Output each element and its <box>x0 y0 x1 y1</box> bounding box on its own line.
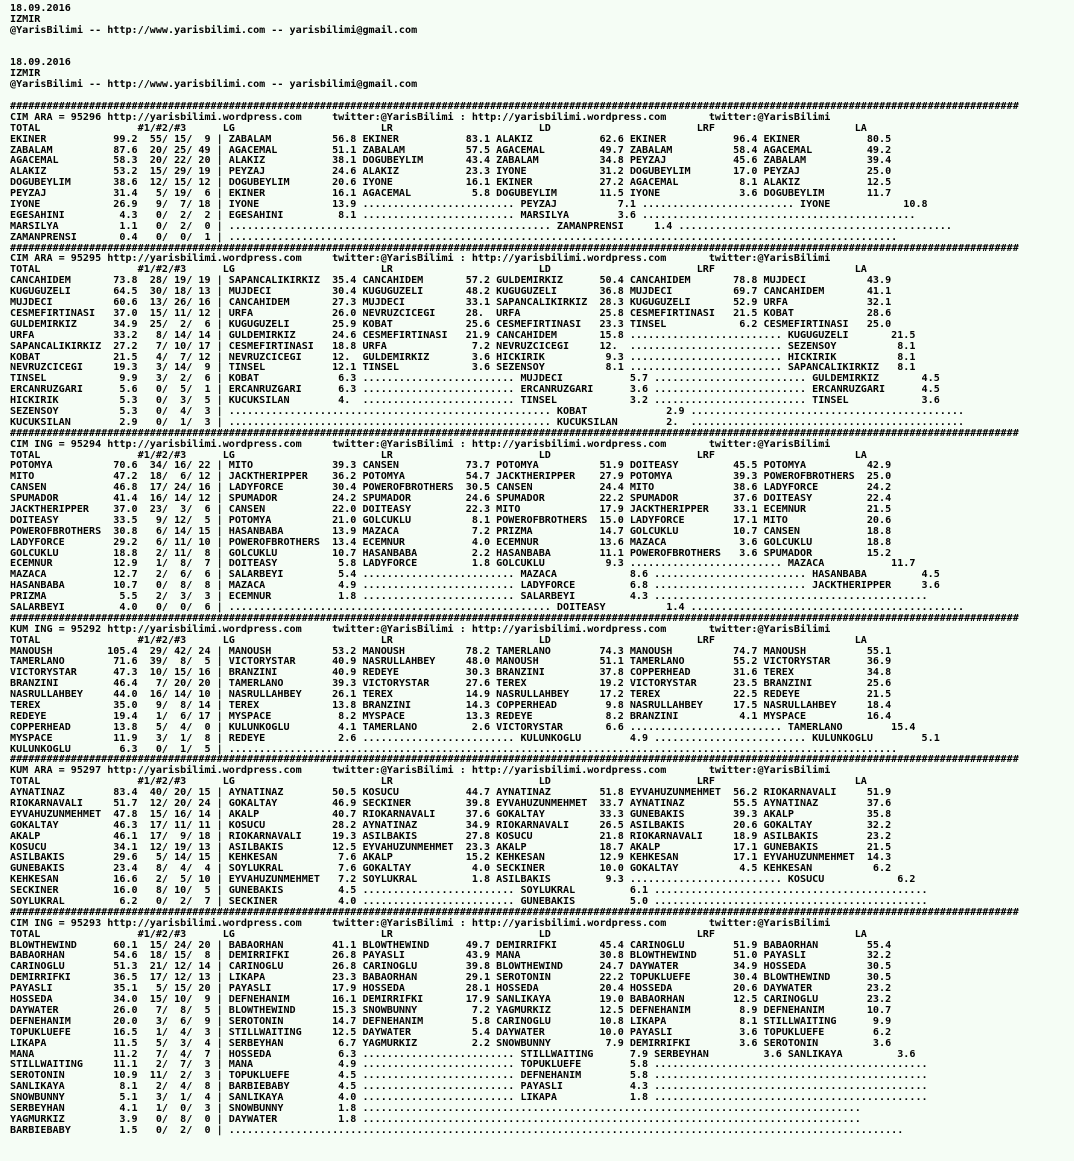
table-row: GOLCUKLU 18.8 2/ 11/ 8 | GOLCUKLU 10.7 HASANBABA 2.2 HASANBABA 11.1 POWEROFBROTHERS 3.6 SPUMADOR 15.2 <box>10 547 892 559</box>
table-row: SPUMADOR 41.4 16/ 14/ 12 | SPUMADOR 24.2 SPUMADOR 24.6 SPUMADOR 22.2 SPUMADOR 37.6 DOITEASY 22.4 <box>10 493 892 505</box>
race-header-line: KUM ING = 95292 http://yarisbilimi.wordpress.com twitter:@YarisBilimi : http://yarisbilimi.wordpress.com twitter:@YarisBilimi <box>10 623 831 635</box>
table-row: TOPUKLUEFE 16.5 1/ 4/ 3 | STILLWAITING 12.5 DAYWATER 5.4 DAYWATER 10.0 PAYASLI 3.6 TOPUKLUEFE 6.2 <box>10 1026 892 1038</box>
table-row: RIOKARNAVALI 51.7 12/ 20/ 24 | GOKALTAY 46.9 SECKINER 39.8 EYVAHUZUNMEHMET 33.7 AYNATINAZ 55.5 AYNATINAZ 37.6 <box>10 798 892 810</box>
table-row: STILLWAITING 11.1 2/ 7/ 3 | MANA 4.9 ......................... TOPUKLUEFE 5.8 ............................................. <box>10 1059 928 1071</box>
table-row: DOGUBEYLIM 38.6 12/ 15/ 12 | DOGUBEYLIM 20.6 IYONE 16.1 EKINER 27.2 AGACEMAL 8.1 ALAKIZ 12.5 <box>10 177 892 189</box>
table-row: NASRULLAHBEY 44.0 16/ 14/ 10 | NASRULLAHBEY 26.1 TEREX 14.9 NASRULLAHBEY 17.2 TEREX 22.5 REDEYE 21.5 <box>10 689 892 701</box>
table-row: PRIZMA 5.5 2/ 3/ 3 | ECEMNUR 1.8 ......................... SALARBEYI 4.3 ............................................. <box>10 591 928 603</box>
table-row: KEHKESAN 16.6 2/ 5/ 10 | EYVAHUZUNMEHMET 7.2 SOYLUKRAL 1.8 ASILBAKIS 9.3 ......................... KOSUCU 6.2 <box>10 874 916 886</box>
text-line: 18.09.2016 <box>10 3 71 14</box>
race-header-line: CIM ARA = 95296 http://yarisbilimi.wordpress.com twitter:@YarisBilimi : http://yarisbilimi.wordpress.com twitter:@YarisBilimi <box>10 111 831 123</box>
text-line: IZMIR <box>10 13 41 25</box>
table-row: EYVAHUZUNMEHMET 47.8 15/ 16/ 14 | AKALP 40.7 RIOKARNAVALI 37.6 GOKALTAY 33.3 GUNEBAKIS 39.3 AKALP 35.8 <box>10 808 892 820</box>
table-row: MITO 47.2 18/ 6/ 12 | JACKTHERIPPER 36.2 POTOMYA 54.7 JACKTHERIPPER 27.9 POTOMYA 39.3 POWEROFBROTHERS 25.0 <box>10 471 892 483</box>
race-header-line: CIM ARA = 95295 http://yarisbilimi.wordpress.com twitter:@YarisBilimi : http://yarisbilimi.wordpress.com twitter:@YarisBilimi <box>10 253 831 265</box>
table-row: MANA 11.2 7/ 4/ 7 | HOSSEDA 6.3 ......................... STILLWAITING 7.9 SERBEYHAN 3.6 SANLIKAYA 3.6 <box>10 1048 916 1060</box>
table-row: HICKIRIK 5.3 0/ 3/ 5 | KUCUKSILAN 4. ......................... TINSEL 3.2 ......................... TINSEL 3.6 <box>10 395 940 407</box>
blank-line <box>10 37 1074 48</box>
column-header-line: TOTAL #1/#2/#3 LG LR LD LRF LA <box>10 928 867 940</box>
table-row: YAGMURKIZ 3.9 0/ 8/ 0 | DAYWATER 1.8 .................................................................................. <box>10 1113 861 1125</box>
table-row: SEZENSOY 5.3 0/ 4/ 3 | ..................................................... KOBAT 2.9 ............................................. <box>10 405 965 417</box>
table-row: ECEMNUR 12.9 1/ 8/ 7 | DOITEASY 5.8 LADYFORCE 1.8 GOLCUKLU 9.3 ......................... MAZACA 11.7 <box>10 558 916 570</box>
table-row: DEFNEHANIM 20.0 3/ 6/ 9 | SEROTONIN 14.7 DEFNEHANIM 5.8 CARINOGLU 10.8 LIKAPA 8.1 STILLWAITING 9.9 <box>10 1015 892 1027</box>
table-row: CANSEN 46.8 17/ 24/ 16 | LADYFORCE 30.4 POWEROFBROTHERS 30.5 CANSEN 24.4 MITO 38.6 LADYFORCE 24.2 <box>10 482 892 494</box>
table-row: ZABALAM 87.6 20/ 25/ 49 | AGACEMAL 51.1 ZABALAM 57.5 AGACEMAL 49.7 ZABALAM 58.4 AGACEMAL 49.2 <box>10 144 892 156</box>
table-row: ERCANRUZGARI 5.6 0/ 5/ 1 | ERCANRUZGARI 6.3 ......................... ERCANRUZGARI 3.6 ......................... ERCANRUZGARI 4.5 <box>10 384 940 396</box>
table-row: COPPERHEAD 13.8 5/ 4/ 0 | KULUNKOGLU 4.1 TAMERLANO 2.6 VICTORYSTAR 6.6 ......................... TAMERLANO 15.4 <box>10 721 916 733</box>
table-row: EGESAHINI 4.3 0/ 2/ 2 | EGESAHINI 8.1 ......................... MARSILYA 3.6 ............................................. <box>10 209 916 221</box>
table-row: EKINER 99.2 55/ 15/ 9 | ZABALAM 56.8 EKINER 83.1 ALAKIZ 62.6 EKINER 96.4 EKINER 80.5 <box>10 133 892 145</box>
table-row: CARINOGLU 51.3 21/ 12/ 14 | CARINOGLU 26.8 CARINOGLU 39.8 BLOWTHEWIND 24.7 DAYWATER 34.9 HOSSEDA 30.5 <box>10 961 892 973</box>
table-row: KULUNKOGLU 6.3 0/ 1/ 5 | .............................................................................................................. <box>10 743 898 755</box>
blank-line <box>10 48 1074 59</box>
column-header-line: TOTAL #1/#2/#3 LG LR LD LRF LA <box>10 634 867 646</box>
table-row: BABAORHAN 54.6 18/ 15/ 8 | DEMIRRIFKI 26.8 PAYASLI 43.9 MANA 30.8 BLOWTHEWIND 51.0 PAYASLI 32.2 <box>10 950 892 962</box>
table-row: DEMIRRIFKI 36.5 17/ 12/ 13 | LIKAPA 23.3 BABAORHAN 29.1 SEROTONIN 22.2 TOPUKLUEFE 30.4 BLOWTHEWIND 30.5 <box>10 972 892 984</box>
separator-line: ###################################################################################################################################################################### <box>10 427 1019 439</box>
table-row: POTOMYA 70.6 34/ 16/ 22 | MITO 39.3 CANSEN 73.7 POTOMYA 51.9 DOITEASY 45.5 POTOMYA 42.9 <box>10 460 892 472</box>
table-row: ALAKIZ 53.2 15/ 29/ 19 | PEYZAJ 24.6 ALAKIZ 23.3 IYONE 31.2 DOGUBEYLIM 17.0 PEYZAJ 25.0 <box>10 166 892 178</box>
table-row: DOITEASY 33.5 9/ 12/ 5 | POTOMYA 21.0 GOLCUKLU 8.1 POWEROFBROTHERS 15.0 LADYFORCE 17.1 MITO 20.6 <box>10 514 892 526</box>
table-row: NEVRUZCICEGI 19.3 3/ 14/ 9 | TINSEL 12.1 TINSEL 3.6 SEZENSOY 8.1 ......................... SAPANCALIKIRKIZ 8.1 <box>10 362 916 374</box>
column-header-line: TOTAL #1/#2/#3 LG LR LD LRF LA <box>10 449 867 461</box>
table-row: TEREX 35.0 9/ 8/ 14 | TEREX 13.8 BRANZINI 14.3 COPPERHEAD 9.8 NASRULLAHBEY 17.5 NASRULLAHBEY 18.4 <box>10 700 892 711</box>
table-row: ASILBAKIS 29.6 5/ 14/ 15 | KEHKESAN 7.6 AKALP 15.2 KEHKESAN 12.9 KEHKESAN 17.1 EYVAHUZUNMEHMET 14.3 <box>10 852 892 864</box>
table-row: GOKALTAY 46.3 17/ 11/ 11 | KOSUCU 28.2 AYNATINAZ 34.9 RIOKARNAVALI 26.5 ASILBAKIS 20.6 GOKALTAY 32.2 <box>10 819 892 831</box>
table-row: MUJDECI 60.6 13/ 26/ 16 | CANCAHIDEM 27.3 MUJDECI 33.1 SAPANCALIKIRKIZ 28.3 KUGUGUZELI 52.9 URFA 32.1 <box>10 297 892 309</box>
table-row: CANCAHIDEM 73.8 28/ 19/ 19 | SAPANCALIKIRKIZ 35.4 CANCAHIDEM 57.2 GULDEMIRKIZ 50.4 CANCAHIDEM 78.8 MUJDECI 43.9 <box>10 275 892 287</box>
text-line: IZMIR <box>10 68 41 80</box>
text-line: @YarisBilimi -- http://www.yarisbilimi.com -- yarisbilimi@gmail.com <box>10 79 418 91</box>
table-row: MANOUSH 105.4 29/ 42/ 24 | MANOUSH 53.2 MANOUSH 78.2 TAMERLANO 74.3 MANOUSH 74.7 MANOUSH 55.1 <box>10 645 892 657</box>
table-row: BLOWTHEWIND 60.1 15/ 24/ 20 | BABAORHAN 41.1 BLOWTHEWIND 49.7 DEMIRRIFKI 45.4 CARINOGLU 51.9 BABAORHAN 55.4 <box>10 939 892 951</box>
race-header-line: KUM ARA = 95297 http://yarisbilimi.wordpress.com twitter:@YarisBilimi : http://yarisbilimi.wordpress.com twitter:@YarisBilimi <box>10 765 831 777</box>
race-header-line: CIM ING = 95294 http://yarisbilimi.wordpress.com twitter:@YarisBilimi : http://yarisbilimi.wordpress.com twitter:@YarisBilimi <box>10 438 831 450</box>
table-row: URFA 33.2 8/ 14/ 14 | GULDEMIRKIZ 24.6 CESMEFIRTINASI 21.9 CANCAHIDEM 15.8 ......................... KUGUGUZELI 21.5 <box>10 329 916 341</box>
column-header-line: TOTAL #1/#2/#3 LG LR LD LRF LA <box>10 264 867 276</box>
table-row: SEROTONIN 10.9 11/ 2/ 3 | TOPUKLUEFE 4.5 ......................... DEFNEHANIM 5.8 ............................................. <box>10 1070 928 1082</box>
separator-line: ###################################################################################################################################################################### <box>10 101 1019 113</box>
table-row: TINSEL 9.9 3/ 2/ 6 | KOBAT 6.3 ......................... MUJDECI 5.7 ......................... GULDEMIRKIZ 4.5 <box>10 373 940 385</box>
separator-line: ###################################################################################################################################################################### <box>10 612 1019 624</box>
table-row: REDEYE 19.4 1/ 6/ 17 | MYSPACE 8.2 MYSPACE 13.3 REDEYE 8.2 BRANZINI 4.1 MYSPACE 16.4 <box>10 710 892 722</box>
table-row: TAMERLANO 71.6 39/ 8/ 5 | VICTORYSTAR 40.9 NASRULLAHBEY 48.0 MANOUSH 51.1 TAMERLANO 55.2 VICTORYSTAR 36.9 <box>10 656 892 668</box>
table-row: HOSSEDA 34.0 15/ 10/ 9 | DEFNEHANIM 16.1 DEMIRRIFKI 17.9 SANLIKAYA 19.0 BABAORHAN 12.5 CARINOGLU 23.2 <box>10 994 892 1006</box>
separator-line: ###################################################################################################################################################################### <box>10 906 1019 918</box>
table-row: AGACEMAL 58.3 20/ 22/ 20 | ALAKIZ 38.1 DOGUBEYLIM 43.4 ZABALAM 34.8 PEYZAJ 45.6 ZABALAM 39.4 <box>10 155 892 167</box>
table-row: AYNATINAZ 83.4 40/ 20/ 15 | AYNATINAZ 50.5 KOSUCU 44.7 AYNATINAZ 51.8 EYVAHUZUNMEHMET 56.2 RIOKARNAVALI 51.9 <box>10 787 892 799</box>
table-row: CESMEFIRTINASI 37.0 15/ 11/ 12 | URFA 26.0 NEVRUZCICEGI 28. URFA 25.8 CESMEFIRTINASI 21.5 KOBAT 28.6 <box>10 307 892 319</box>
table-row: SANLIKAYA 8.1 2/ 4/ 8 | BARBIEBABY 4.5 ......................... PAYASLI 4.3 ............................................. <box>10 1081 928 1093</box>
table-row: GULDEMIRKIZ 34.9 25/ 2/ 6 | KUGUGUZELI 25.9 KOBAT 25.6 CESMEFIRTINASI 23.3 TINSEL 6.2 CESMEFIRTINASI 25.0 <box>10 318 892 330</box>
table-row: SAPANCALIKIRKIZ 27.2 7/ 10/ 17 | CESMEFIRTINASI 18.8 URFA 7.2 NEVRUZCICEGI 12. ......................... SEZENSOY 8.1 <box>10 340 916 352</box>
table-row: SALARBEYI 4.0 0/ 0/ 6 | ..................................................... DOITEASY 1.4 ............................................. <box>10 601 965 613</box>
table-row: JACKTHERIPPER 37.0 23/ 3/ 6 | CANSEN 22.0 DOITEASY 22.3 MITO 17.9 JACKTHERIPPER 33.1 ECEMNUR 21.5 <box>10 503 892 515</box>
table-row: MARSILYA 1.1 0/ 2/ 0 | ..................................................... ZAMANPRENSI 1.4 ............................................. <box>10 220 952 232</box>
table-row: AKALP 46.1 17/ 9/ 18 | RIOKARNAVALI 19.3 ASILBAKIS 27.8 KOSUCU 21.8 RIOKARNAVALI 18.9 ASILBAKIS 23.2 <box>10 830 892 842</box>
table-row: KUCUKSILAN 2.9 0/ 1/ 3 | ..................................................... KUCUKSILAN 2. ............................................. <box>10 416 965 428</box>
table-row: PAYASLI 35.1 5/ 15/ 20 | PAYASLI 17.9 HOSSEDA 28.1 HOSSEDA 20.4 HOSSEDA 20.6 DAYWATER 23.2 <box>10 983 892 995</box>
table-row: SOYLUKRAL 6.2 0/ 2/ 7 | SECKINER 4.0 ......................... GUNEBAKIS 5.0 ............................................. <box>10 896 928 908</box>
separator-line: ###################################################################################################################################################################### <box>10 242 1019 254</box>
text-line: 18.09.2016 <box>10 57 71 69</box>
table-row: SNOWBUNNY 5.1 3/ 1/ 4 | SANLIKAYA 4.0 ......................... LIKAPA 1.8 ............................................. <box>10 1092 928 1104</box>
column-header-line: TOTAL #1/#2/#3 LG LR LD LRF LA <box>10 122 867 134</box>
table-row: GUNEBAKIS 23.4 8/ 4/ 4 | SOYLUKRAL 7.6 GOKALTAY 4.0 SECKINER 10.0 GOKALTAY 4.5 KEHKESAN 6.2 <box>10 863 892 875</box>
table-row: VICTORYSTAR 47.3 10/ 15/ 16 | BRANZINI 40.9 REDEYE 30.3 BRANZINI 37.8 COPPERHEAD 31.6 TEREX 34.8 <box>10 667 892 679</box>
table-row: BRANZINI 46.4 7/ 20/ 20 | TAMERLANO 39.3 VICTORYSTAR 27.6 TEREX 19.2 VICTORYSTAR 23.5 BRANZINI 25.6 <box>10 678 892 690</box>
separator-line: ###################################################################################################################################################################### <box>10 754 1019 766</box>
table-row: SERBEYHAN 4.1 1/ 0/ 3 | SNOWBUNNY 1.8 .................................................................................. <box>10 1102 861 1114</box>
table-row: DAYWATER 26.0 7/ 8/ 5 | BLOWTHEWIND 15.3 SNOWBUNNY 7.2 YAGMURKIZ 12.5 DEFNEHANIM 8.9 DEFNEHANIM 10.7 <box>10 1004 892 1016</box>
table-row: KOBAT 21.5 4/ 7/ 12 | NEVRUZCICEGI 12. GULDEMIRKIZ 3.6 HICKIRIK 9.3 ......................... HICKIRIK 8.1 <box>10 351 916 363</box>
table-row: KOSUCU 34.1 12/ 19/ 13 | ASILBAKIS 12.5 EYVAHUZUNMEHMET 23.3 AKALP 18.7 AKALP 17.1 GUNEBAKIS 21.5 <box>10 841 892 853</box>
table-row: ZAMANPRENSI 0.4 0/ 0/ 1 | .............................................................................................................. <box>10 231 898 243</box>
table-row: LIKAPA 11.5 5/ 3/ 4 | SERBEYHAN 6.7 YAGMURKIZ 2.2 SNOWBUNNY 7.9 DEMIRRIFKI 3.6 SEROTONIN 3.6 <box>10 1037 892 1049</box>
table-row: PEYZAJ 31.4 5/ 19/ 6 | EKINER 16.1 AGACEMAL 5.8 DOGUBEYLIM 11.5 IYONE 3.6 DOGUBEYLIM 11.7 <box>10 188 892 200</box>
table-row: KUGUGUZELI 64.5 30/ 18/ 13 | MUJDECI 30.4 KUGUGUZELI 48.2 KUGUGUZELI 36.8 MUJDECI 69.7 CANCAHIDEM 41.1 <box>10 286 892 298</box>
table-row: IYONE 26.9 9/ 7/ 18 | IYONE 13.9 ......................... PEYZAJ 7.1 ......................... IYONE 10.8 <box>10 199 928 211</box>
text-line: @YarisBilimi -- http://www.yarisbilimi.com -- yarisbilimi@gmail.com <box>10 24 418 36</box>
table-row: POWEROFBROTHERS 30.8 6/ 14/ 15 | HASANBABA 13.9 MAZACA 7.2 PRIZMA 14.7 GOLCUKLU 10.7 CANSEN 18.8 <box>10 525 892 537</box>
column-header-line: TOTAL #1/#2/#3 LG LR LD LRF LA <box>10 776 867 788</box>
table-row: SECKINER 16.0 8/ 10/ 5 | GUNEBAKIS 4.5 ......................... SOYLUKRAL 6.1 ............................................. <box>10 885 928 897</box>
table-row: MAZACA 12.7 2/ 6/ 6 | SALARBEYI 5.4 ......................... MAZACA 8.6 ......................... HASANBABA 4.5 <box>10 569 940 581</box>
table-row: BARBIEBABY 1.5 0/ 2/ 0 | ............................................................................................................... <box>10 1124 904 1136</box>
table-row: MYSPACE 11.9 3/ 1/ 8 | REDEYE 2.6 ......................... KULUNKOGLU 4.9 ......................... KULUNKOGLU 5.1 <box>10 732 940 744</box>
table-row: LADYFORCE 29.2 6/ 11/ 10 | POWEROFBROTHERS 13.4 ECEMNUR 4.0 ECEMNUR 13.6 MAZACA 3.6 GOLCUKLU 18.8 <box>10 536 892 548</box>
table-row: HASANBABA 10.7 0/ 8/ 8 | MAZACA 4.9 ......................... LADYFORCE 6.8 ......................... JACKTHERIPPER 3.6 <box>10 580 940 592</box>
race-header-line: CIM ING = 95293 http://yarisbilimi.wordpress.com twitter:@YarisBilimi : http://yarisbilimi.wordpress.com twitter:@YarisBilimi <box>10 917 831 929</box>
